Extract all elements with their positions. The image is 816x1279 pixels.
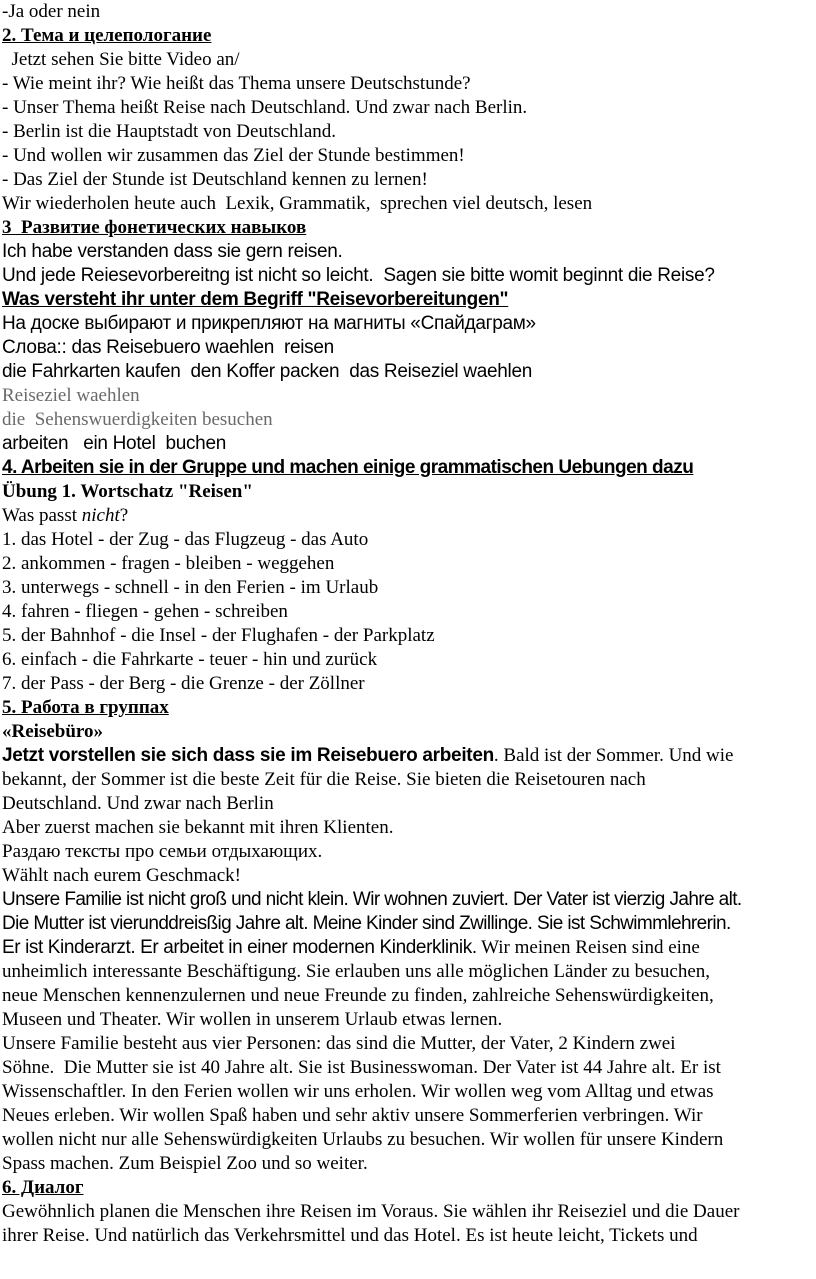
subheading: Was versteht ihr unter dem Begriff "Reisevorbereitungen" <box>2 289 509 310</box>
text-line: Neues erleben. Wir wollen Spaß haben und sehr aktiv unsere Sommerferien verbringen. Wir <box>2 1105 703 1126</box>
text-line: - Das Ziel der Stunde ist Deutschland kennen zu lernen! <box>2 169 428 190</box>
text-line: - Berlin ist die Hauptstadt von Deutschland. <box>2 121 337 142</box>
text-segment: Er ist Kinderarzt. Er arbeitet in einer modernen Kinderklinik. <box>2 937 477 958</box>
text-line <box>2 744 734 768</box>
text-line: - Wie meint ihr? Wie heißt das Thema unsere Deutschstunde? <box>2 73 471 94</box>
text-line: Aber zuerst machen sie bekannt mit ihren Klienten. <box>2 817 394 838</box>
text-line <box>2 504 128 528</box>
text-line: Jetzt sehen Sie bitte Video an/ <box>2 49 240 70</box>
text-line: die Fahrkarten kaufen den Koffer packen das Reiseziel waehlen <box>2 361 532 382</box>
text-line: neue Menschen kennenzulernen und neue Freunde zu finden, zahlreiche Sehenswürdigkeiten, <box>2 985 714 1006</box>
text-line <box>2 936 700 960</box>
list-item: 3. unterwegs - schnell - in den Ferien - im Urlaub <box>2 577 379 598</box>
text-line: Spass machen. Zum Beispiel Zoo und so weiter. <box>2 1153 368 1174</box>
text-segment: . Bald ist der Sommer. Und wie <box>493 745 734 766</box>
text-line: - Und wollen wir zusammen das Ziel der Stunde bestimmen! <box>2 145 465 166</box>
text-line: -Ja oder nein <box>2 1 101 22</box>
text-line: Und jede Reiesevorbereitng ist nicht so leicht. Sagen sie bitte womit beginnt die Reise? <box>2 265 715 286</box>
text-line: ihrer Reise. Und natürlich das Verkehrsmittel und das Hotel. Es ist heute leicht, Tickets und <box>2 1225 698 1246</box>
text-line: Söhne. Die Mutter sie ist 40 Jahre alt. Sie ist Businesswoman. Der Vater ist 44 Jahre alt. Er ist <box>2 1057 721 1078</box>
section-heading: 3 Развитие фонетических навыков <box>2 217 307 238</box>
text-line: Unsere Familie ist nicht groß und nicht klein. Wir wohnen zuviert. Der Vater ist vierzig Jahre alt. <box>2 889 742 910</box>
list-item: 7. der Pass - der Berg - die Grenze - der Zöllner <box>2 673 365 694</box>
list-item: 4. fahren - fliegen - gehen - schreiben <box>2 601 288 622</box>
text-line: Wissenschaftler. In den Ferien wollen wir uns erholen. Wir wollen weg vom Alltag und etwas <box>2 1081 714 1102</box>
text-line: Ich habe verstanden dass sie gern reisen. <box>2 241 343 262</box>
italic-word: nicht <box>81 505 120 526</box>
exercise-title: Übung 1. Wortschatz "Reisen" <box>2 481 253 502</box>
text-line: Museen und Theater. Wir wollen in unserem Urlaub etwas lernen. <box>2 1009 503 1030</box>
subheading: «Reisebüro» <box>2 721 103 742</box>
text-line: Раздаю тексты про семьи отдыхающих. <box>2 841 323 862</box>
section-heading: 2. Тема и целепологание <box>2 25 212 46</box>
text-line: bekannt, der Sommer ist die beste Zeit für die Reise. Sie bieten die Reisetouren nach <box>2 769 646 790</box>
section-heading: 5. Работа в группах <box>2 697 169 718</box>
section-heading: 6. Диалог <box>2 1177 84 1198</box>
text-line: - Unser Thema heißt Reise nach Deutschland. Und zwar nach Berlin. <box>2 97 528 118</box>
text-line: arbeiten ein Hotel buchen <box>2 433 226 454</box>
text-line: Unsere Familie besteht aus vier Personen: das sind die Mutter, der Vater, 2 Kindern zwei <box>2 1033 676 1054</box>
text-segment: Wir meinen Reisen sind eine <box>476 937 700 958</box>
list-item: 5. der Bahnhof - die Insel - der Flughafen - der Parkplatz <box>2 625 435 646</box>
text-line: Die Mutter ist vierunddreisßig Jahre alt. Meine Kinder sind Zwillinge. Sie ist Schwimmlehrerin. <box>2 913 731 934</box>
list-item: 2. ankommen - fragen - bleiben - weggehen <box>2 553 335 574</box>
text-line: На доске выбирают и прикрепляют на магниты «Спайдаграм» <box>2 313 536 334</box>
text-line: Gewöhnlich planen die Menschen ihre Reisen im Voraus. Sie wählen ihr Reiseziel und die Dauer <box>2 1201 740 1222</box>
bold-segment: Jetzt vorstellen sie sich dass sie im Reisebuero arbeiten <box>2 745 494 766</box>
text-segment: Was passt <box>2 505 82 526</box>
text-line: Слова:: das Reisebuero waehlen reisen <box>2 337 334 358</box>
text-line: wollen nicht nur alle Sehenswürdigkeiten Urlaubs zu besuchen. Wir wollen für unsere Kindern <box>2 1129 724 1150</box>
section-heading: 4. Arbeiten sie in der Gruppe und machen einige grammatischen Uebungen dazu <box>2 457 694 478</box>
text-line: Reiseziel waehlen <box>2 385 140 406</box>
text-line: die Sehenswuerdigkeiten besuchen <box>2 409 273 430</box>
text-line: Deutschland. Und zwar nach Berlin <box>2 793 274 814</box>
text-line: unheimlich interessante Beschäftigung. Sie erlauben uns alle möglichen Länder zu besuchen, <box>2 961 711 982</box>
list-item: 6. einfach - die Fahrkarte - teuer - hin und zurück <box>2 649 378 670</box>
text-line: Wir wiederholen heute auch Lexik, Grammatik, sprechen viel deutsch, lesen <box>2 193 593 214</box>
text-line: Wählt nach eurem Geschmack! <box>2 865 241 886</box>
list-item: 1. das Hotel - der Zug - das Flugzeug - das Auto <box>2 529 369 550</box>
text-segment: ? <box>119 505 129 526</box>
